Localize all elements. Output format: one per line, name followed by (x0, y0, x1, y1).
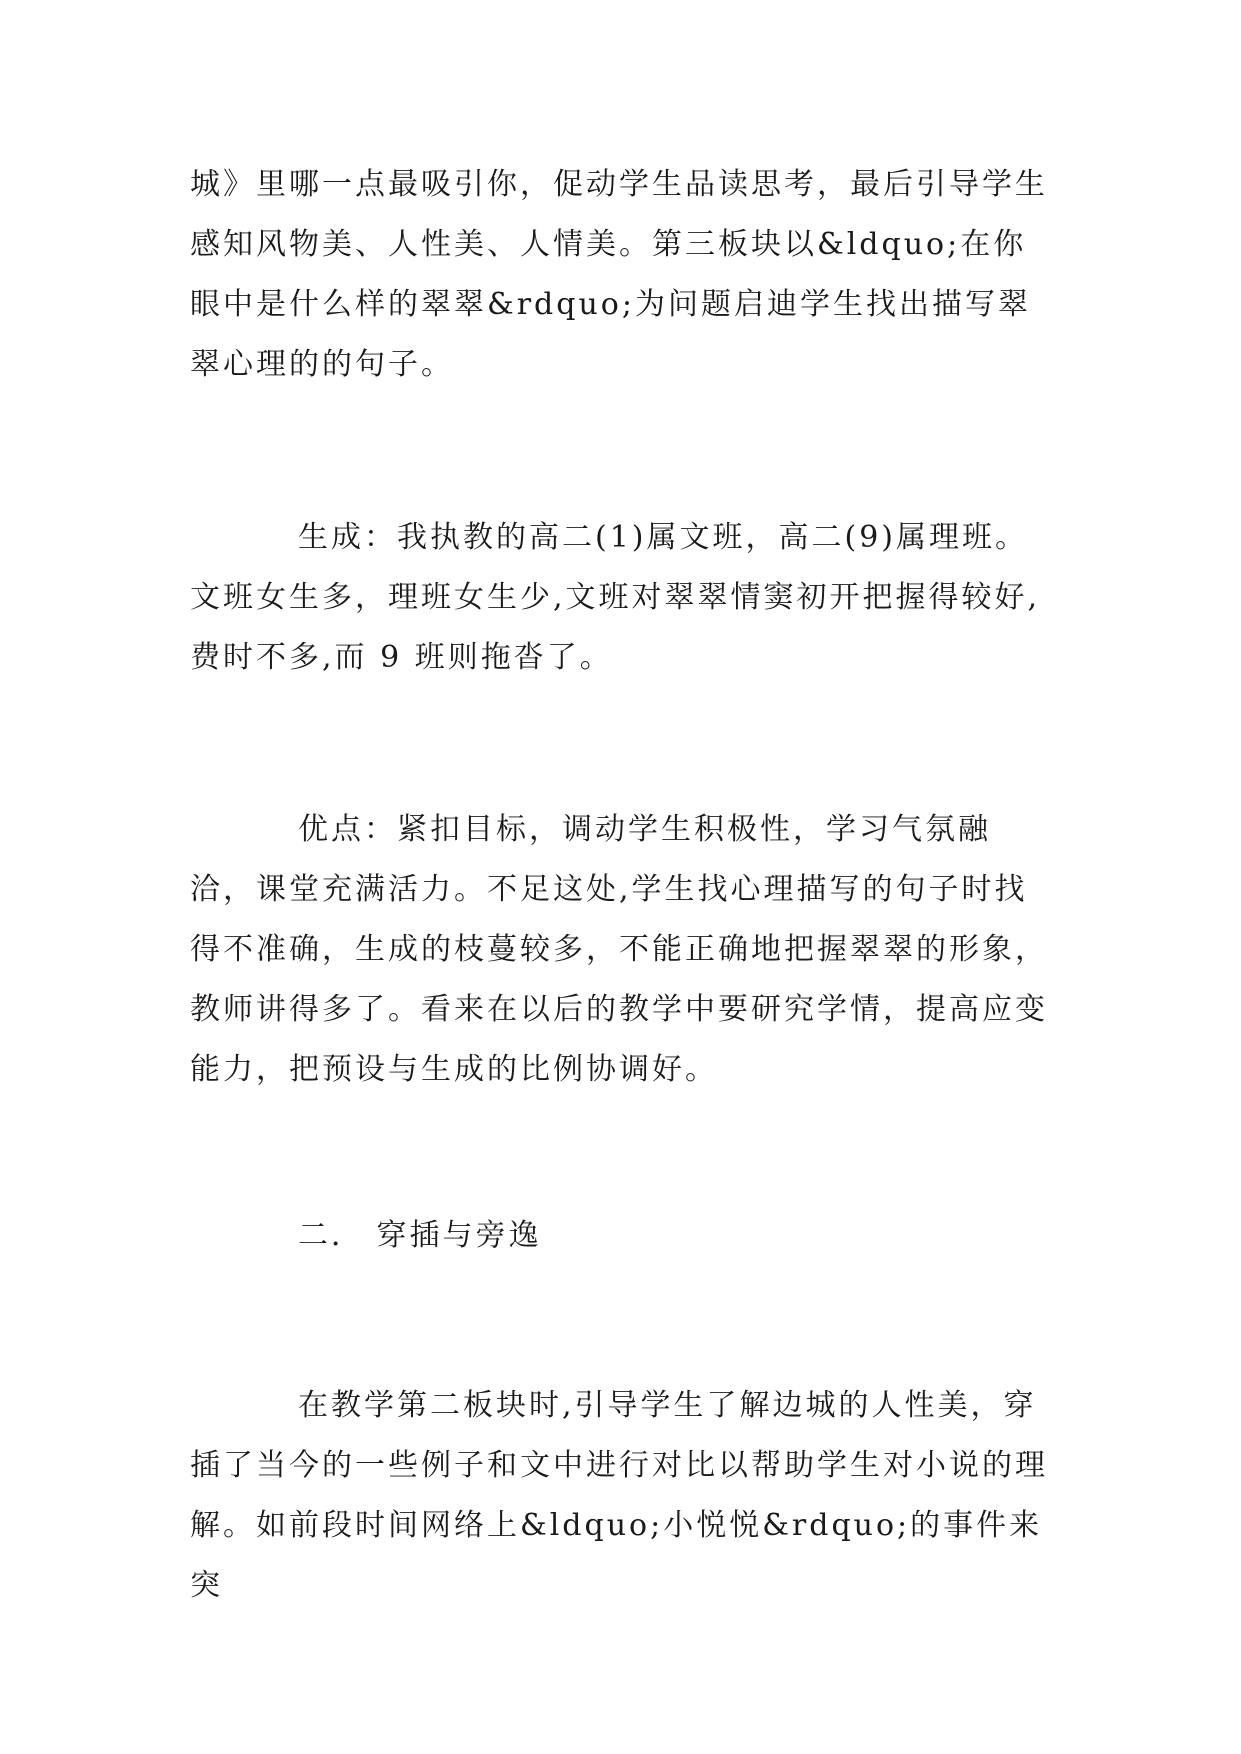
paragraph-continuation: 城》里哪一点最吸引你，促动学生品读思考，最后引导学生感知风物美、人性美、人情美。第三板块以&ldquo;在你眼中是什么样的翠翠&rdquo;为问题启迪学生找出描写翠翠心理的的句子。 (190, 167, 1048, 382)
section-heading: 二． 穿插与旁逸 (298, 1218, 542, 1253)
paragraph-generation: 生成：我执教的高二(1)属文班，高二(9)属理班。文班女生多，理班女生少,文班对翠翠情窦初开把握得较好,费时不多,而 9 班则拖沓了。 (190, 520, 1041, 675)
paragraph-strengths: 优点：紧扣目标，调动学生积极性，学习气氛融洽，课堂充满活力。不足这处,学生找心理描写的句子时找得不准确，生成的枝蔓较多，不能正确地把握翠翠的形象，教师讲得多了。看来在以后的教学中要研究学情，提高应变能力，把预设与生成的比例协调好。 (190, 812, 1048, 1087)
paragraph-teaching: 在教学第二板块时,引导学生了解边城的人性美，穿插了当今的一些例子和文中进行对比以帮助学生对小说的理解。如前段时间网络上&ldquo;小悦悦&rdquo;的事件来突 (190, 1388, 1048, 1603)
